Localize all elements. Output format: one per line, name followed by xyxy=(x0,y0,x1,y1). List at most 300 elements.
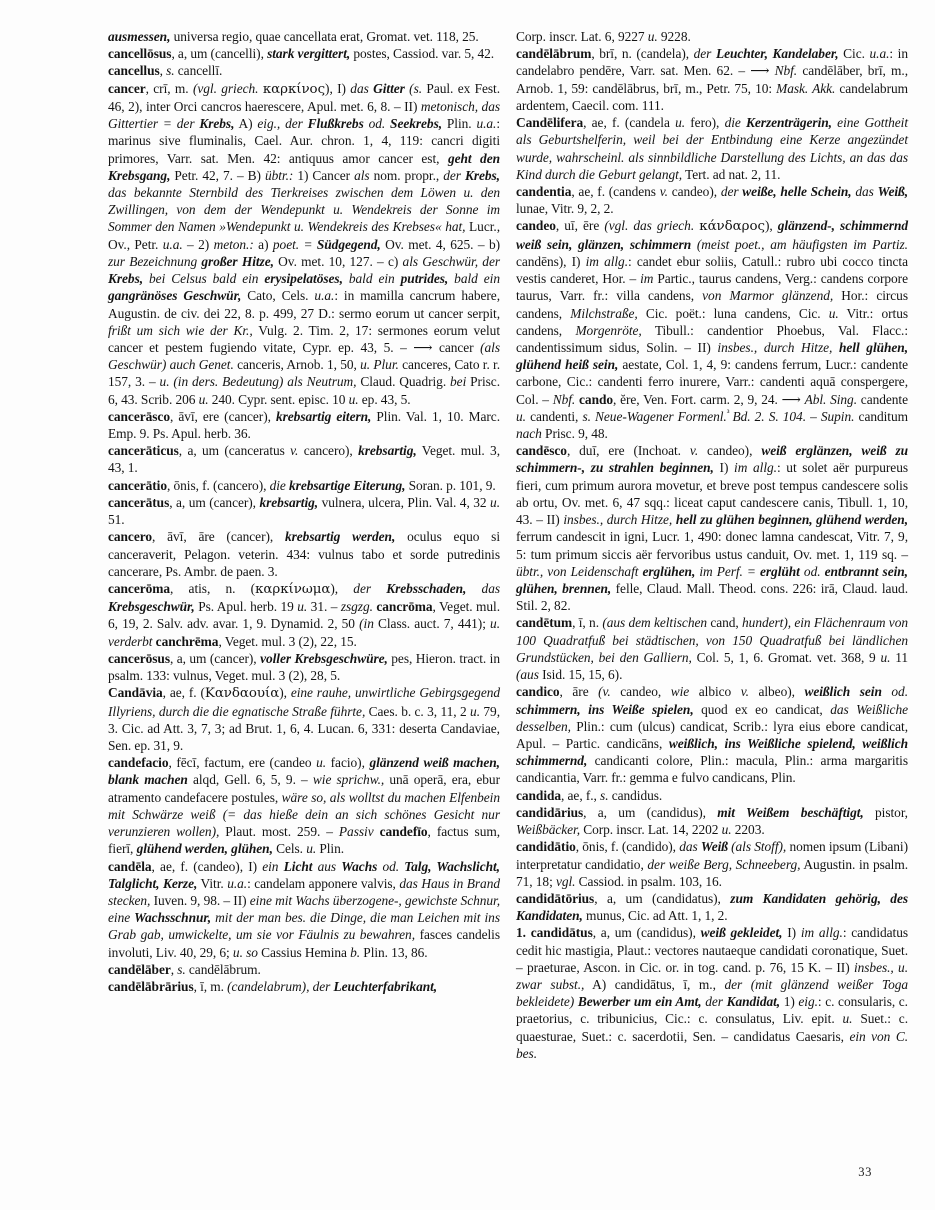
text-run: Ov. met. 4, 625. – b) xyxy=(380,236,500,252)
text-run: v. xyxy=(740,684,749,700)
text-run: lunae, Vitr. 9, 2, 2. xyxy=(516,201,614,217)
text-run: der weiße Berg, Schneeberg, xyxy=(647,856,801,872)
headword: Candāvia xyxy=(108,685,163,701)
text-run: Cassiod. in psalm. 103, 16. xyxy=(575,873,722,889)
text-run: 1) xyxy=(780,994,799,1010)
headword: candidātio xyxy=(516,839,576,855)
text-run: : in candelabro pendēre, Varr. sat. Men. 62. – ⟶ xyxy=(516,46,908,79)
text-run: , xyxy=(170,961,178,977)
text-run: candeo), xyxy=(667,183,721,199)
text-run: Hor.: circus candens, xyxy=(516,288,908,321)
text-run: ep. 43, 5. xyxy=(358,391,411,407)
text-run: pistor, xyxy=(863,804,908,820)
dictionary-entry xyxy=(516,787,908,804)
dictionary-entry xyxy=(108,754,500,857)
dictionary-entry xyxy=(108,442,500,476)
text-run: eine mit Wachs überzogene-, gewichste Schnur, eine xyxy=(108,892,500,926)
german-gloss: gangränöses Geschwür, xyxy=(108,288,242,304)
headword: cancerāsco xyxy=(108,408,170,424)
text-run: candenti, xyxy=(525,408,583,424)
text-run: der xyxy=(701,994,727,1010)
headword: cancellōsus xyxy=(108,46,172,62)
text-run: Plin. Val. 1, 10. Marc. Emp. 9. Ps. Apul. herb. 36. xyxy=(108,408,500,442)
headword: cancerāticus xyxy=(108,443,179,459)
headword: cancerātio xyxy=(108,477,167,493)
text-run: u.a. xyxy=(869,46,890,62)
german-gloss: zum Kandidaten gehörig, des Kandidaten, xyxy=(516,890,908,924)
text-run: insbes., durch Hitze, xyxy=(563,512,676,528)
text-run: , ōnis, f. (candido), xyxy=(575,839,680,855)
text-run: u. xyxy=(297,599,308,615)
text-run: Plin. 13, 86. xyxy=(360,944,428,960)
text-run: Mask. Akk. xyxy=(776,80,836,96)
text-run: candeo, xyxy=(620,684,671,700)
text-run: wie xyxy=(670,684,699,700)
page-number: 33 xyxy=(858,1165,872,1179)
text-run: das Weißliche desselben, xyxy=(516,701,908,734)
german-gloss: Krebs, xyxy=(108,271,144,287)
german-gloss: hell glühen, glühend heiß sein, xyxy=(516,339,908,373)
text-run: u. xyxy=(721,822,732,838)
text-run: unā operā, era, ebur atramento candefacere postules, xyxy=(108,772,500,805)
german-gloss: Talg, Wachslicht, Talglicht, Kerze, xyxy=(108,858,500,891)
text-run: Partic., taurus candens, Verg.: candens corpore taurus, Varr. fr.: villa candens, xyxy=(516,271,908,304)
german-gloss: Kerzenträgerin, xyxy=(746,115,832,131)
text-run: canceris, Arnob. 1, 50, xyxy=(233,357,361,373)
text-run: od. xyxy=(368,116,391,132)
text-run: das xyxy=(679,839,701,855)
german-gloss: krebsartig eitern, xyxy=(275,408,372,424)
text-run: , Veget. mul. 6, 19, 2. Salv. adv. avar. 1, 9. Dynamid. 2, 50 xyxy=(108,599,501,632)
headword: candico xyxy=(516,684,560,700)
text-run: : marinus sive fluminalis, Cael. Aur. chron. 1, 4, 119: cancri digiti primores, Varr. sat. Men. 42: antiquus amor cancer est, xyxy=(108,116,501,166)
text-run: 240. Cypr. sent. episc. 10 xyxy=(208,391,349,407)
text-run: u. (in ders. Bedeutung) als Neutrum, xyxy=(159,374,357,390)
text-run: , a, um (candidus), xyxy=(592,925,701,941)
text-run: Cassius Hemina xyxy=(257,944,351,960)
dictionary-entry xyxy=(108,580,500,650)
text-run: bei xyxy=(450,374,467,390)
text-run: munus, Cic. ad Att. 1, 1, 2. xyxy=(582,908,728,924)
greek-text: καρκίνωμα xyxy=(255,582,331,597)
dictionary-entry xyxy=(516,442,908,614)
text-run: 79, 3. Cic. ad Att. 3, 7, 3; ad Brut. 1, 6, 4. Lucan. 6, 331: deserta Candaviae, Sen. ep. 31, 9. xyxy=(108,703,500,753)
text-run: A) candidātus, ī, m., xyxy=(584,977,725,993)
text-run: Bd. 2. S. 104. – Supin. xyxy=(732,408,855,424)
text-run: A) xyxy=(234,116,258,132)
text-run: ), xyxy=(330,581,354,596)
text-run: albico xyxy=(698,684,741,700)
text-run: eine rauhe, unwirtliche Gebirgsgegend Illyriens, durch die die egnatische Straße führte, xyxy=(108,685,501,719)
text-run: u. xyxy=(306,841,317,857)
text-run: , a, um (canceratus xyxy=(178,443,291,459)
german-gloss: weiß erglänzen, weiß zu schimmern-, zu strahlen beginnen, xyxy=(516,443,909,476)
text-run: als xyxy=(354,167,370,183)
text-run: Plin. xyxy=(316,841,345,857)
dictionary-entry xyxy=(108,978,500,995)
text-run: mit der man bes. die Dinge, die man Leichen mit ins Grab gab, umwickelte, um sie vor Fäulnis zu bewahren, xyxy=(108,910,500,943)
text-run: od. xyxy=(891,684,908,700)
text-run: u. xyxy=(880,649,891,665)
text-run: candicanti colore, Plin.: macula, Plin.: arma margaritis candicantia, Varr. fr.: gemma e fulvo candicans, Plin. xyxy=(516,753,908,786)
text-run: fasces candelis involuti, Liv. 40, 29, 6; xyxy=(108,927,500,960)
text-run: canditum xyxy=(854,408,908,424)
text-run: ), I) xyxy=(325,80,351,96)
text-run: , ae, f. ( xyxy=(162,685,205,701)
text-run: , fēcī, factum, ere (candeo xyxy=(168,755,317,771)
text-run: das xyxy=(350,80,374,96)
text-run: von Marmor glänzend, xyxy=(702,288,834,304)
text-run: s. Neue-Wagener Formenl. xyxy=(582,408,727,424)
text-run: vgl. xyxy=(555,873,576,889)
text-run: wie sprichw., xyxy=(312,772,385,788)
text-run: 2203. xyxy=(731,822,765,838)
text-run: der xyxy=(720,183,743,199)
text-run: u.a. xyxy=(227,875,248,891)
text-run: u. so xyxy=(232,944,258,960)
text-run: , ĕre, Ven. Fort. carm. 2, 9, 24. ⟶ xyxy=(613,391,805,407)
german-gloss: Krebsschaden, xyxy=(386,581,467,596)
headword: candidātōrius xyxy=(516,890,595,906)
headword: candēlāber xyxy=(108,961,171,977)
german-gloss: weißlich sein xyxy=(804,684,892,700)
text-run: frißt um sich wie der Kr., xyxy=(108,322,253,338)
text-run: aestate, Col. 1, 4, 9: candens ferrum, Lucr.: candente carbone, Cic.: candenti ferro inurere, Varr.: candenti aquā conspergere, Col. – xyxy=(516,357,909,407)
dictionary-entry xyxy=(108,408,500,442)
german-gloss: mit Weißem beschäftigt, xyxy=(717,804,864,820)
text-run: ), xyxy=(279,685,291,701)
text-run: , brī, n. (candela), xyxy=(591,46,694,62)
text-run: im allg. xyxy=(734,460,777,476)
text-run: insbes., durch Hitze, xyxy=(717,339,839,355)
dictionary-entry xyxy=(108,28,500,45)
german-gloss: erglüht xyxy=(760,563,804,579)
text-run: Vitr. xyxy=(197,875,228,891)
text-run: im xyxy=(640,271,654,287)
text-run: Isid. 15, 15, 6). xyxy=(538,667,623,683)
text-run: Plin. xyxy=(442,116,477,132)
headword: candētum xyxy=(516,615,573,631)
text-run: Tert. ad nat. 2, 11. xyxy=(682,166,781,182)
text-run: (als Stoff), xyxy=(731,839,787,855)
text-run: u. xyxy=(516,408,526,424)
text-run: wäre so, als wolltst du machen Elfenbein mit Schwärze weiß (= das hieße dein an sich schönes Gesicht nur verunzieren wollen), xyxy=(108,789,500,840)
text-run: der xyxy=(443,167,465,183)
text-run: übtr.: xyxy=(264,167,294,183)
german-gloss: Krebs, xyxy=(464,167,500,183)
headword: cando xyxy=(579,391,614,407)
text-run: , āvī, āre (cancer), xyxy=(152,529,285,545)
text-run: Cic. poët.: luna candens, Cic. xyxy=(637,305,829,321)
text-run: Ps. Apul. herb. 19 xyxy=(194,599,298,615)
text-run: übtr., von Leidenschaft xyxy=(516,563,643,579)
text-run: u. xyxy=(842,1011,853,1027)
text-run: alqd, Gell. 6, 5, 9. – xyxy=(187,772,313,788)
text-run: pes, Hieron. tract. in psalm. 133: vulnus, Veget. mul. 3 (2), 28, 5. xyxy=(108,650,500,684)
german-gloss: hell zu glühen beginnen, glühend werden, xyxy=(675,512,908,528)
text-run: (in xyxy=(359,616,374,632)
text-run: metonisch, das Gittertier = der xyxy=(108,98,500,132)
text-run: Vitr.: ortus candens, xyxy=(516,305,908,338)
german-gloss: krebsartige Eiterung, xyxy=(289,477,406,493)
text-run: postes, Cassiod. var. 5, 42. xyxy=(350,46,495,62)
text-run: Paul. ex Fest. 46, 2), inter Orci cancros haerescere, Apul. met. 6, 8. – II) xyxy=(108,80,501,114)
headword: 1. candidātus xyxy=(516,925,593,941)
text-run: der xyxy=(693,46,716,62)
text-run: u.a. xyxy=(162,236,183,252)
text-run: : in mamilla cancrum habere, Augustin. de civ. dei 22, 8. p. 499, 27 D.: sermo eorum ut cancer serpit, xyxy=(108,288,501,321)
text-run: Milchstraße, xyxy=(570,305,638,321)
text-run: (aus xyxy=(516,667,539,683)
text-run: eig. xyxy=(798,994,818,1010)
text-run: , atis, n. ( xyxy=(170,581,256,596)
text-run: a) xyxy=(253,236,273,252)
dictionary-entry xyxy=(108,477,500,494)
text-run: cand, xyxy=(710,615,739,631)
text-run: aus xyxy=(317,858,342,874)
text-run: (vgl. das griech. xyxy=(604,218,700,234)
text-run: poet. = xyxy=(272,236,317,252)
text-run: die xyxy=(269,477,290,493)
dictionary-entry xyxy=(516,183,908,217)
text-run: Iuven. 9, 98. – II) xyxy=(150,892,250,908)
text-run: ferrum candescit in igni, Lucr. 1, 490: donec lamna candescat, Vitr. 7, 9, 5: tum primum siccis aër fervoribus ustus canduit, Ov. met. 1, 119 sq. – xyxy=(516,529,908,562)
german-gloss: Weiß xyxy=(700,839,732,855)
text-run: universa regio, quae cancellata erat, Gromat. vet. 118, 25. xyxy=(170,29,479,44)
headword: candidārius xyxy=(516,804,584,820)
dictionary-entry xyxy=(516,804,908,838)
text-run: u. xyxy=(828,305,839,321)
text-run: bald ein xyxy=(342,271,401,287)
text-run: , āvī, ere (cancer), xyxy=(169,408,276,424)
headword: Candēlifera xyxy=(516,115,584,131)
text-run: bald ein xyxy=(448,271,500,287)
german-gloss: voller Krebsgeschwüre, xyxy=(260,650,388,666)
text-run: Augustin. in psalm. 71, 18; xyxy=(516,856,908,889)
text-run: nom. propr., xyxy=(369,167,444,183)
headword: candēsco xyxy=(516,443,567,459)
german-gloss: Wachsschnur, xyxy=(134,910,212,926)
headword: cancerōsus xyxy=(108,650,170,666)
dictionary-entry xyxy=(516,890,908,924)
text-run: Abl. Sing. xyxy=(804,391,858,407)
greek-text: Κανδαουία xyxy=(204,686,280,702)
text-run: Weißbäcker, xyxy=(516,822,581,838)
text-run: : c. consularis, c. praetorius, c. tribunicius, Cic.: c. consulatus, Liv. epit. xyxy=(516,994,908,1027)
text-run: , ōnis, f. (cancero), xyxy=(167,477,270,493)
dictionary-entry xyxy=(516,28,908,45)
german-gloss: Weiß, xyxy=(877,183,908,199)
dictionary-entry xyxy=(516,683,908,786)
text-run: u. xyxy=(470,703,480,719)
text-run: ein xyxy=(262,858,284,874)
text-run: Nbf. xyxy=(552,391,580,407)
text-run: , āre xyxy=(559,684,599,700)
german-gloss: Kandidat, xyxy=(726,994,781,1010)
text-run: 51. xyxy=(108,512,125,528)
dictionary-entry xyxy=(108,961,500,978)
text-run: : candet ebur soliis, Catull.: rubro ubi cocco tincta vestis canderet, Hor. – xyxy=(516,253,909,287)
right-text-column xyxy=(516,28,908,1153)
text-run: Corp. inscr. Lat. 6, 9227 xyxy=(516,29,648,44)
text-run: b. xyxy=(350,944,361,960)
greek-text: κάνδαρος xyxy=(699,219,765,235)
german-gloss: Seekrebs, xyxy=(390,116,443,132)
dictionary-entry xyxy=(516,614,908,683)
dictionary-entry xyxy=(108,45,500,62)
text-run: u.a. xyxy=(314,288,335,304)
dictionary-entry xyxy=(108,494,500,528)
text-run: candidus. xyxy=(608,787,663,803)
text-run: s. xyxy=(600,787,609,803)
text-run: Plin.: cum (ulcus) candicat, Scrib.: lyra eius ebore candicat, Apul. – Partic. candicāns, xyxy=(516,718,908,751)
dictionary-entry xyxy=(516,114,908,183)
text-run: , uī, ēre xyxy=(555,218,605,234)
text-run: fero), xyxy=(685,115,725,131)
text-run: , a, um (candidus), xyxy=(583,804,718,820)
german-gloss: erglühen, xyxy=(642,563,696,579)
text-run: im Perf. = xyxy=(695,563,760,579)
text-run: facio), xyxy=(326,755,370,771)
german-gloss: krebsartig, xyxy=(358,443,417,459)
text-run: – 2) xyxy=(182,236,214,252)
text-run: Col. 5, 1, 6. Gromat. vet. 368, 9 xyxy=(691,649,881,665)
text-run: Cels. xyxy=(272,841,307,857)
text-run: ³ xyxy=(726,407,733,418)
text-run: im allg. xyxy=(800,925,843,941)
german-gloss: weiße, helle Schein, xyxy=(742,183,852,199)
text-run: , duī, ere (Inchoat. xyxy=(566,443,690,459)
headword: candeo xyxy=(516,218,556,234)
text-run: v. xyxy=(689,443,699,459)
text-run: I) xyxy=(713,460,735,476)
german-gloss: ausmessen, xyxy=(108,29,171,44)
text-run: der xyxy=(312,979,334,995)
text-run: 1) Cancer xyxy=(293,167,355,183)
german-gloss: Gitter xyxy=(373,80,405,96)
text-run: u. xyxy=(198,391,209,407)
text-run: ), xyxy=(764,218,778,234)
text-run: I) xyxy=(782,925,801,941)
text-run: candēlāber, brī, m., Arnob. 1, 59: candēlābrus, brī, m., Petr. 75, 10: xyxy=(516,63,908,96)
dictionary-entry xyxy=(108,62,500,79)
headword: candefīo xyxy=(379,824,428,840)
text-run: , ae, f. (candens xyxy=(571,183,660,199)
text-run: , xyxy=(159,63,167,79)
two-column-text-body xyxy=(108,28,909,1153)
text-run: , ae, f. (candeo), I) xyxy=(151,858,263,874)
text-run: Caes. b. c. 3, 11, 2 xyxy=(365,703,471,719)
text-run: u. xyxy=(647,29,658,44)
german-gloss: Licht xyxy=(283,858,318,874)
greek-text: καρκίνος xyxy=(262,81,326,97)
text-run: ein von C. bes. xyxy=(516,1028,908,1061)
text-run: s. xyxy=(166,63,175,79)
text-run: candēlābrum. xyxy=(185,961,261,977)
text-run: das Haus in Brand stecken, xyxy=(108,875,500,908)
text-run: u.a. xyxy=(476,116,497,132)
german-gloss: Leuchterfabrikant, xyxy=(333,979,438,995)
text-run: Cato, Cels. xyxy=(241,288,315,304)
text-run: u. xyxy=(490,494,500,510)
text-run: Veget. mul. 3, 43, 1. xyxy=(108,443,500,476)
headword: candefacio xyxy=(108,755,169,771)
text-run: u. xyxy=(348,391,359,407)
text-run: , a, um (candidatus), xyxy=(594,890,731,906)
text-run: Tibull.: candentior Phoebus, Val. Flacc.: candentissimum sidus, Solin. – II) xyxy=(516,322,908,355)
text-run: Plaut. most. 259. – xyxy=(219,824,339,840)
headword: candēlābrārius xyxy=(108,979,194,995)
text-run: vulnera, ulcera, Plin. Val. 4, 32 xyxy=(318,494,491,510)
headword: candida xyxy=(516,787,562,803)
text-run: Soran. p. 101, 9. xyxy=(405,477,496,493)
text-run: albeo), xyxy=(748,684,805,700)
text-run: candeo), xyxy=(698,443,762,459)
text-run: der (mit glänzend weißer Toga bekleidete) xyxy=(516,977,909,1010)
text-run: od. xyxy=(803,563,825,579)
text-run: die xyxy=(724,115,747,131)
dictionary-entry xyxy=(108,80,500,408)
text-run: v. xyxy=(659,183,668,199)
text-run: , ae, f., xyxy=(561,787,601,803)
german-gloss: glänzend weiß machen, blank machen xyxy=(108,755,500,788)
dictionary-entry xyxy=(516,45,908,114)
text-run: das bekannte Sternbild des Tierkreises zwischen dem Löwen u. den Zwillingen, von dem der Wendepunkt u. Wendekreis der Sonne im Sommer den Namen »Wendepunkt u. Wendekreis des Krebses« hat, xyxy=(108,184,500,235)
text-run: u. verderbt xyxy=(108,616,500,649)
german-gloss: entbrannt sein, glühen, brennen, xyxy=(516,563,908,596)
headword: cancellus xyxy=(108,63,160,79)
text-run: Nbf. xyxy=(774,63,798,79)
german-gloss: glühend werden, glühen, xyxy=(136,841,273,857)
headword: candentia xyxy=(516,183,572,199)
text-run: , ī, m. xyxy=(193,979,228,995)
text-run: (v. xyxy=(598,684,621,700)
text-run: quod ex eo candicat, xyxy=(693,701,831,717)
german-gloss: schimmern, ins Weiße spielen, xyxy=(516,701,694,717)
text-run: nomen ipsum (Libani) interpretatur candidatio, xyxy=(516,839,909,872)
text-run: cancero), xyxy=(298,443,359,459)
text-run: Cic. xyxy=(838,46,870,62)
german-gloss: erysipelatöses, xyxy=(264,271,343,287)
text-run: , Veget. mul. 3 (2), 22, 15. xyxy=(218,633,357,649)
text-run: od. xyxy=(382,858,405,874)
text-run: nach xyxy=(516,426,542,442)
text-run: Claud. Quadrig. xyxy=(356,374,451,390)
dictionary-entry xyxy=(108,650,500,684)
headword: cancrōma xyxy=(372,599,433,615)
text-run: Passiv xyxy=(338,824,380,840)
text-run: zur Bezeichnung xyxy=(108,253,202,269)
text-run: 9228. xyxy=(657,29,691,44)
german-gloss: Leuchter, Kandelaber, xyxy=(715,46,839,62)
text-run: meton.: xyxy=(213,236,254,252)
dictionary-entry xyxy=(516,217,908,442)
text-run: Suet.: c. quaesturae, Suet.: c. sacerdotii, Sen. – candidatus Caesaris, xyxy=(516,1011,908,1044)
headword: canchrēma xyxy=(155,633,219,649)
text-run: , ī, n. xyxy=(572,615,603,631)
text-run: bei Celsus bald ein xyxy=(143,271,265,287)
text-run: zsgzg. xyxy=(340,599,373,615)
text-run: als Geschwür, der xyxy=(402,253,500,269)
text-run: Vulg. 2. Tim. 2, 17: sermones eorum velut cancer et pestem fugiendo vitate, Cypr. ep. 43, 5. – ⟶ cancer xyxy=(108,322,500,355)
text-run: Corp. inscr. Lat. 14, 2202 xyxy=(580,822,722,838)
text-run: , a, um (cancer), xyxy=(169,650,261,666)
text-run: , a, um (cancer), xyxy=(169,494,260,510)
text-run: 31. – xyxy=(307,599,341,615)
text-run: Morgenröte, xyxy=(575,322,642,338)
headword: cancer xyxy=(108,80,146,96)
text-run: oculus equo si canceraverit, Pelagon. veterin. 434: vulnus tabo et sorde putredinis cancerare, Ps. Ambr. de paen. 3. xyxy=(108,529,500,579)
